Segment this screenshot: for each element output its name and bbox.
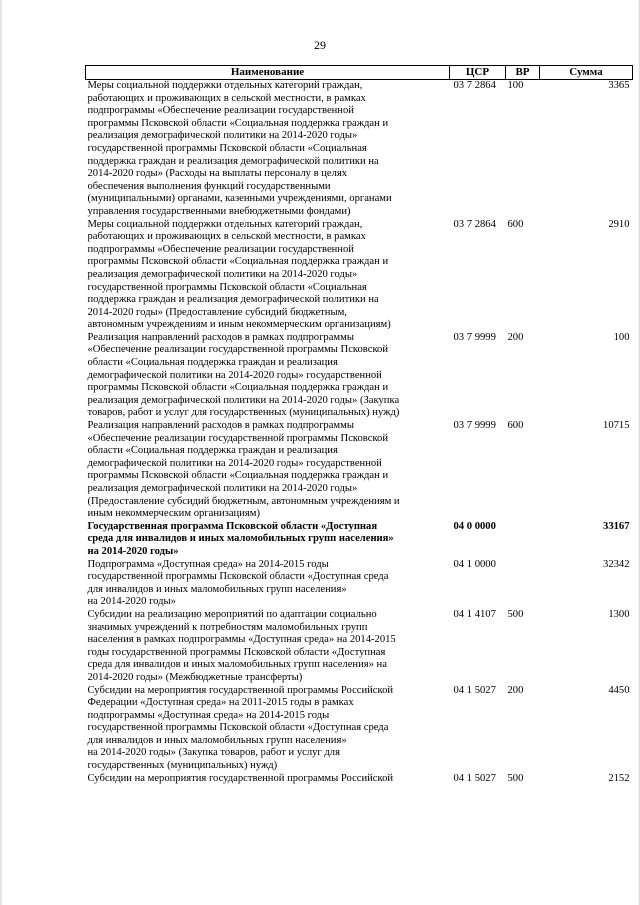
row-vr-text: 500 xyxy=(507,772,524,784)
row-sum xyxy=(540,773,633,786)
row-name xyxy=(86,521,450,559)
header-csr: ЦСР xyxy=(450,66,506,80)
row-csr-text: 04 1 5027 xyxy=(453,772,496,784)
table-row xyxy=(86,609,633,685)
header-name: Наименование xyxy=(86,66,450,80)
row-sum xyxy=(540,219,633,332)
row-csr xyxy=(450,773,506,786)
row-csr-text: 04 1 4107 xyxy=(453,608,496,620)
header-vr: ВР xyxy=(506,66,540,80)
row-name-text: Субсидии на мероприятия государственной программы Российской xyxy=(87,772,394,784)
row-name xyxy=(86,332,450,420)
row-name-text: Субсидии на мероприятия государственной программы Российской Федерации «Доступная среда» на 2011-2015 годы в рамках подпрограммы «Доступная среда» на 2014-2015 годы государственной программы Псковской области «Доступная среда для инвалидов и иных маломобильных групп населения» на 2014-2020 годы» (Закупка товаров, работ и услуг для государственных (муниципальных) нужд) xyxy=(87,684,394,772)
row-csr-text: 03 7 9999 xyxy=(453,420,496,432)
row-sum-text: 4450 xyxy=(608,684,630,696)
row-name-text: Реализация направлений расходов в рамках подпрограммы «Обеспечение реализации государственной программы Псковской области «Социальная поддержка граждан и реализация демографической политики на 2014-2020 годы» государственной программы Псковской области «Социальная поддержка граждан и реализация демографической политики на 2014-2020 годы» (Закупка товаров, работ и услуг для государственных (муниципальных) нужд) xyxy=(87,331,400,419)
row-name-text: Меры социальной поддержки отдельных категорий граждан, работающих и проживающих в сельской местности, в рамках подпрограммы «Обеспечение реализации государственной программы Псковской области «Социальная поддержка граждан и реализация демографической политики на 2014-2020 годы» государственной программы Псковской области «Социальная поддержка граждан и реализация демографической политики на 2014-2020 годы» (Предоставление субсидий бюджетным, автономным учреждениям и иным некоммерческим организациям) xyxy=(87,218,391,331)
row-vr-text: 100 xyxy=(507,80,524,91)
row-csr xyxy=(450,420,506,521)
row-csr xyxy=(450,559,506,609)
row-vr-text: 200 xyxy=(507,331,524,343)
row-csr-text: 03 7 9999 xyxy=(453,331,496,343)
row-name-text: Субсидии на реализацию мероприятий по адаптации социально значимых учреждений к потребностям маломобильных групп населения в рамках подпрограммы «Доступная среда» на 2014-2015 годы государственной программы Псковской области «Доступная среда для инвалидов и иных маломобильных групп населения» на 2014-2020 годы» (Межбюджетные трансферты) xyxy=(87,608,396,683)
row-sum-text: 2152 xyxy=(608,772,630,784)
row-sum xyxy=(540,521,633,559)
row-csr-text: 03 7 2864 xyxy=(453,80,496,91)
budget-table xyxy=(85,65,633,785)
row-csr xyxy=(450,521,506,559)
row-name xyxy=(86,773,450,786)
row-csr-text: 04 0 0000 xyxy=(453,520,496,532)
row-csr-text: 03 7 2864 xyxy=(453,218,496,230)
table-body xyxy=(86,80,633,786)
row-csr-text: 04 1 5027 xyxy=(453,684,496,696)
row-vr xyxy=(506,420,540,521)
row-vr xyxy=(506,559,540,609)
row-csr xyxy=(450,685,506,773)
row-vr xyxy=(506,609,540,685)
row-csr xyxy=(450,219,506,332)
table-row xyxy=(86,685,633,773)
row-vr-text: 600 xyxy=(507,420,524,432)
row-sum-text: 32342 xyxy=(603,558,630,570)
row-vr xyxy=(506,773,540,786)
row-vr-text: 500 xyxy=(507,608,524,620)
row-csr-text: 04 1 0000 xyxy=(453,558,496,570)
row-sum xyxy=(540,80,633,219)
row-name xyxy=(86,685,450,773)
table-row xyxy=(86,219,633,332)
table-row xyxy=(86,420,633,521)
row-name xyxy=(86,559,450,609)
scan-edge-left xyxy=(0,0,3,905)
row-name-text: Подпрограмма «Доступная среда» на 2014-2015 годы государственной программы Псковской области «Доступная среда для инвалидов и иных маломобильных групп населения» на 2014-2020 годы» xyxy=(87,558,389,608)
row-sum-text: 33167 xyxy=(603,520,630,532)
row-name xyxy=(86,219,450,332)
header-sum: Сумма xyxy=(540,66,633,80)
table-header-row xyxy=(86,66,633,80)
row-sum-text: 100 xyxy=(613,331,630,343)
table-row xyxy=(86,80,633,219)
row-name xyxy=(86,609,450,685)
row-vr-text: 600 xyxy=(507,218,524,230)
row-csr xyxy=(450,609,506,685)
row-csr xyxy=(450,80,506,219)
row-name-text: Государственная программа Псковской области «Доступная среда для инвалидов и иных маломобильных групп населения» на 2014-2020 годы» xyxy=(87,520,394,557)
table-row xyxy=(86,773,633,786)
table-row xyxy=(86,332,633,420)
row-sum xyxy=(540,332,633,420)
row-sum xyxy=(540,559,633,609)
row-sum-text: 3365 xyxy=(608,80,630,91)
row-vr xyxy=(506,521,540,559)
row-sum-text: 1300 xyxy=(608,608,630,620)
row-vr xyxy=(506,80,540,219)
row-name xyxy=(86,420,450,521)
table-row xyxy=(86,559,633,609)
page-number: 29 xyxy=(314,38,326,52)
row-vr xyxy=(506,219,540,332)
row-name-text: Реализация направлений расходов в рамках подпрограммы «Обеспечение реализации государственной программы Псковской области «Социальная поддержка граждан и реализация демографической политики на 2014-2020 годы» государственной программы Псковской области «Социальная поддержка граждан и реализация демографической политики на 2014-2020 годы» (Предоставление субсидий бюджетным, автономным учреждениям и иным некоммерческим организациям) xyxy=(87,420,400,520)
row-vr xyxy=(506,332,540,420)
row-sum xyxy=(540,609,633,685)
row-sum xyxy=(540,685,633,773)
row-sum-text: 10715 xyxy=(603,420,630,432)
table-row xyxy=(86,521,633,559)
row-sum-text: 2910 xyxy=(608,218,630,230)
row-vr xyxy=(506,685,540,773)
row-csr xyxy=(450,332,506,420)
row-vr-text: 200 xyxy=(507,684,524,696)
row-name-text: Меры социальной поддержки отдельных категорий граждан, работающих и проживающих в сельской местности, в рамках подпрограммы «Обеспечение реализации государственной программы Псковской области «Социальная поддержка граждан и реализация демографической политики на 2014-2020 годы» государственной программы Псковской области «Социальная поддержка граждан и реализация демографической политики на 2014-2020 годы» (Расходы на выплаты персоналу в целях обеспечения выполнения функций государственными (муниципальными) органами, казенными учреждениями, органами управления государственными внебюджетными фондами) xyxy=(87,80,392,217)
row-sum xyxy=(540,420,633,521)
row-name xyxy=(86,80,450,219)
